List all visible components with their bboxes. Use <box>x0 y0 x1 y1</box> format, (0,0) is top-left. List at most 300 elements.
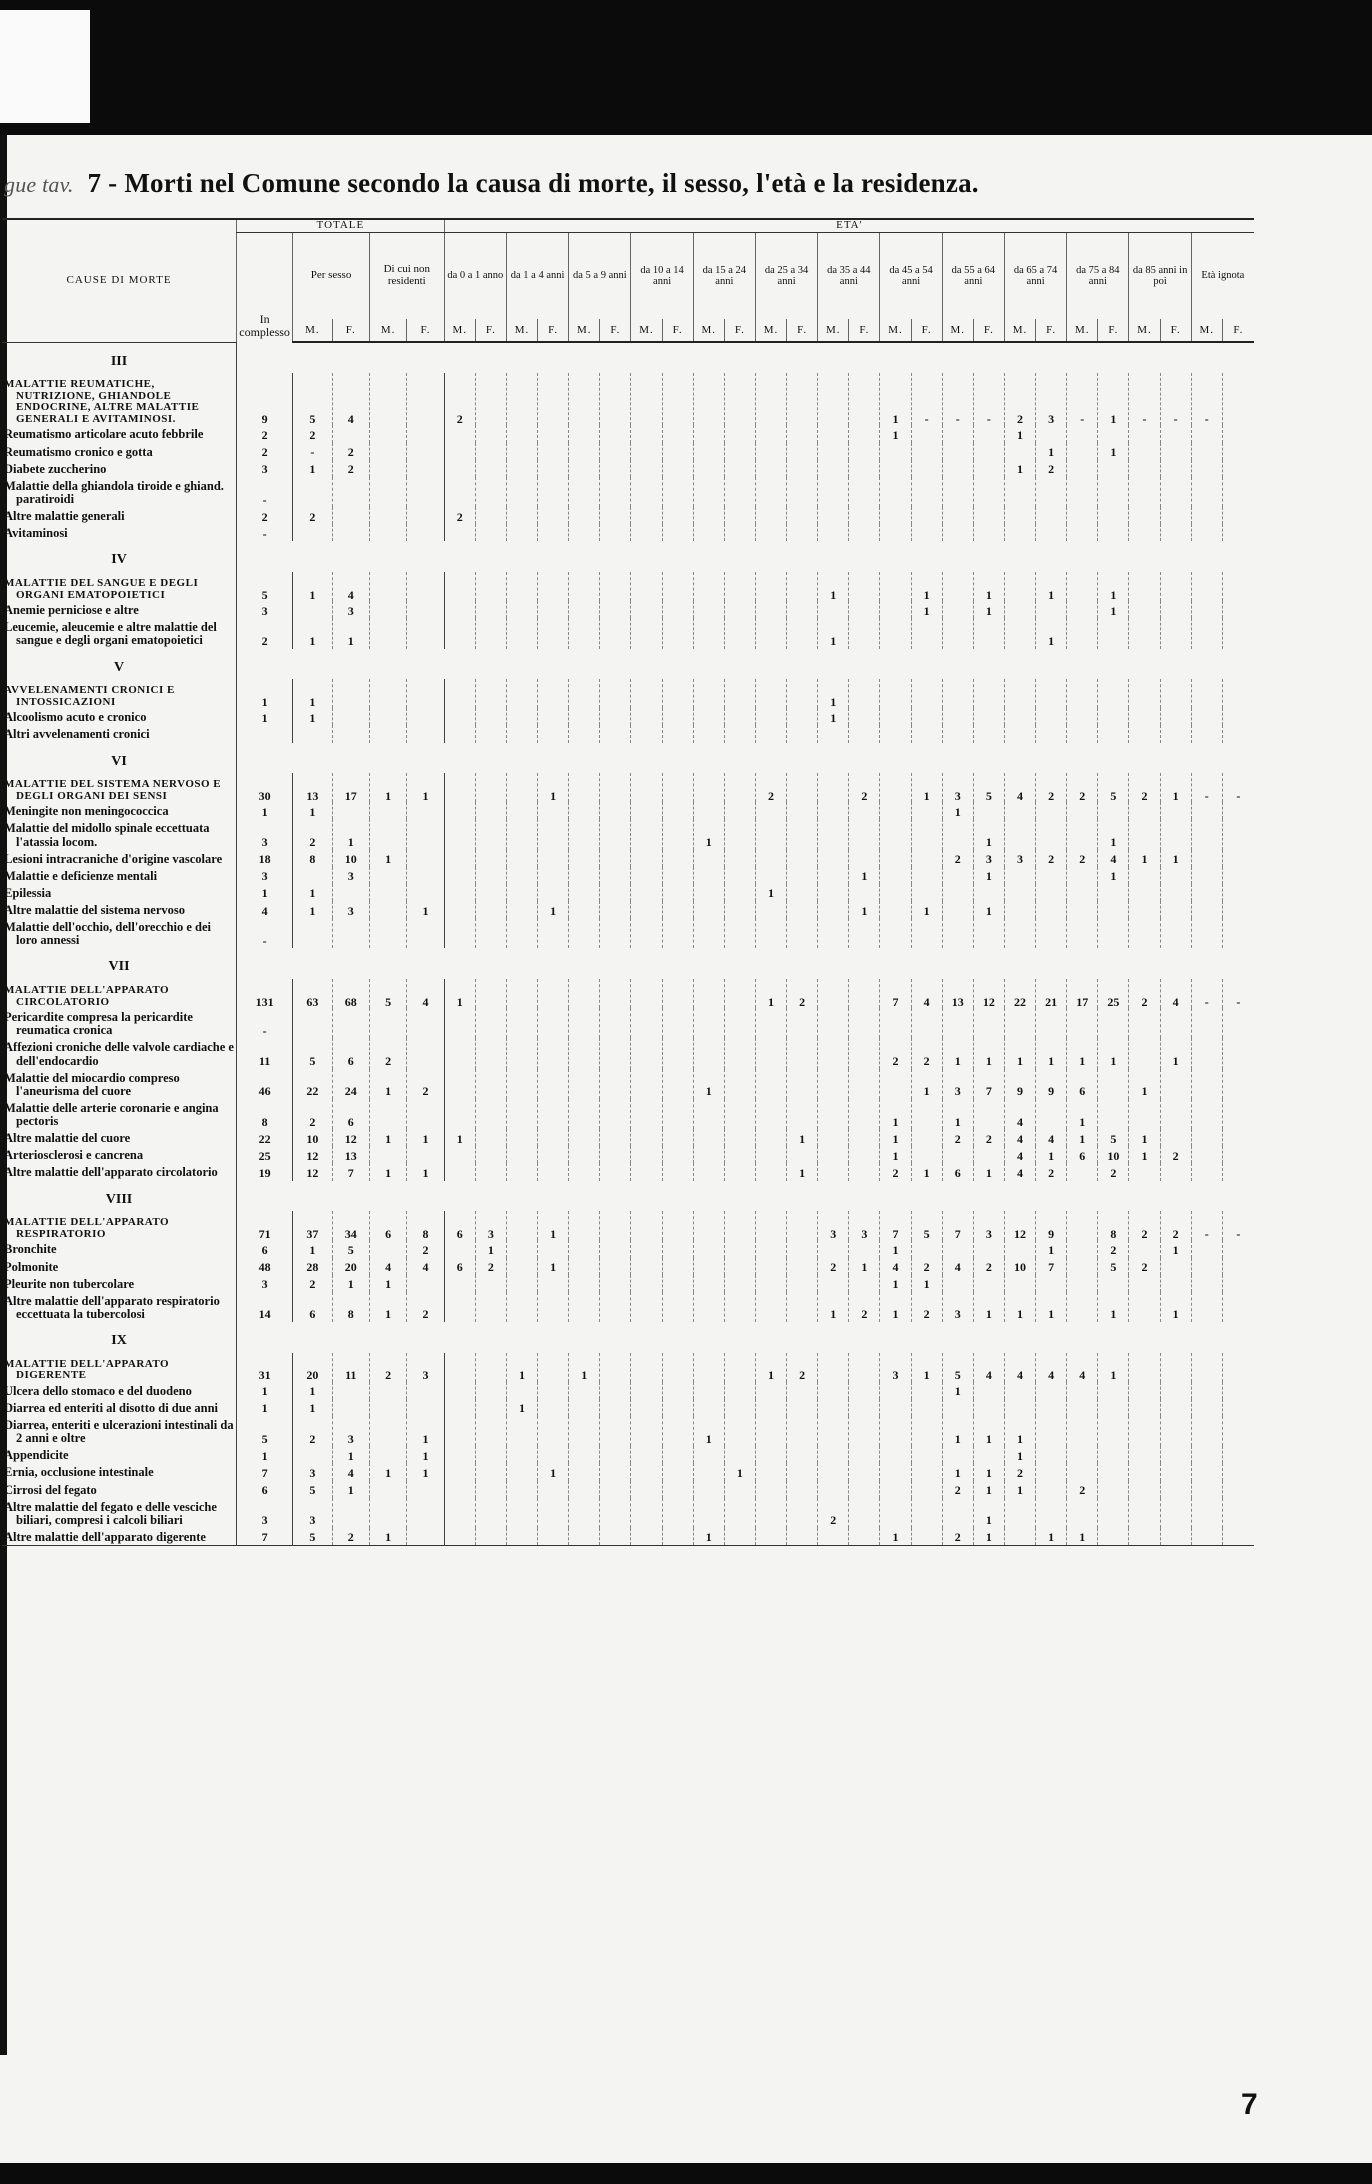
cell-value: 1 <box>973 1163 1004 1180</box>
cell-value <box>407 507 444 524</box>
cause-group-label: MALATTIE DEL SISTEMA NERVOSO E DEGLI ORGANI DEI SENSI <box>4 778 222 802</box>
cell-value <box>818 1146 849 1163</box>
cell-value <box>506 1258 537 1275</box>
cell-value <box>911 708 942 725</box>
cell-value <box>332 477 369 507</box>
bottom-black-border <box>0 2163 1372 2184</box>
cell-value: 1 <box>880 1240 911 1257</box>
cell-value <box>755 819 786 849</box>
cell-value <box>475 601 506 618</box>
cell-value: 1 <box>973 1528 1004 1546</box>
cell-value <box>662 901 693 918</box>
cell-value <box>880 1069 911 1099</box>
cell-value <box>1004 1008 1035 1038</box>
cell-value <box>1098 1446 1129 1463</box>
cell-value <box>332 679 369 708</box>
cell-value <box>818 1463 849 1480</box>
table-row <box>2 1240 1254 1257</box>
cell-value: 1 <box>407 773 444 802</box>
cell-value: 2 <box>1160 1146 1191 1163</box>
cell-value <box>787 918 818 948</box>
cell-value: 6 <box>237 1481 293 1498</box>
cell-value <box>693 1240 724 1257</box>
cell-value <box>787 1463 818 1480</box>
cell-value <box>973 708 1004 725</box>
cell-value <box>662 819 693 849</box>
cell-value: 2 <box>293 1099 332 1129</box>
cell-value <box>631 1069 662 1099</box>
cell-value <box>1004 1382 1035 1399</box>
cell-value: 1 <box>1098 867 1129 884</box>
cell-value: 1 <box>1004 1481 1035 1498</box>
cell-value <box>600 1008 631 1038</box>
cell-value <box>1098 1399 1129 1416</box>
female-col-header: F. <box>1160 319 1191 343</box>
cell-value <box>1067 1416 1098 1446</box>
cell-value <box>293 601 332 618</box>
cell-value <box>1067 725 1098 742</box>
cell-value <box>693 524 724 541</box>
cell-value <box>506 1292 537 1322</box>
cell-value <box>332 1382 369 1399</box>
cell-value <box>818 819 849 849</box>
cell-value <box>506 1528 537 1546</box>
cell-value <box>369 1481 406 1498</box>
cell-value <box>724 1446 755 1463</box>
cell-value <box>1036 1463 1067 1480</box>
cell-value <box>942 918 973 948</box>
cell-value: 1 <box>293 884 332 901</box>
cell-value <box>787 773 818 802</box>
page-title <box>4 168 979 199</box>
cell-value <box>662 708 693 725</box>
cell-value <box>662 725 693 742</box>
cell-value <box>724 918 755 948</box>
cell-value <box>1160 1382 1191 1399</box>
cell-value <box>407 1382 444 1399</box>
cell-value: 1 <box>369 1463 406 1480</box>
cell-value <box>818 601 849 618</box>
cell-value: 2 <box>1098 1240 1129 1257</box>
cell-value <box>724 1498 755 1528</box>
cell-value <box>1160 524 1191 541</box>
cause-label: Malattie del miocardio compreso l'aneurisma del cuore <box>4 1070 180 1098</box>
top-black-border <box>0 0 1372 135</box>
cause-label: Leucemie, aleucemie e altre malattie del sangue e degli organi ematopoietici <box>4 620 217 648</box>
cell-value <box>1036 1099 1067 1129</box>
cell-value <box>818 1481 849 1498</box>
cell-value <box>1036 1481 1067 1498</box>
cell-value <box>1191 867 1222 884</box>
cell-value <box>407 460 444 477</box>
cell-value <box>755 850 786 867</box>
cell-value <box>538 918 569 948</box>
cell-value <box>724 477 755 507</box>
cell-value <box>1160 1353 1191 1382</box>
cell-value <box>755 1275 786 1292</box>
cell-value <box>880 1382 911 1399</box>
cell-value <box>942 477 973 507</box>
cell-value <box>538 1292 569 1322</box>
cell-value <box>880 1416 911 1446</box>
cell-value <box>693 679 724 708</box>
cell-value <box>849 1481 880 1498</box>
cause-group-label: MALATTIE DELL'APPARATO DIGERENTE <box>4 1357 170 1382</box>
cell-value <box>724 460 755 477</box>
cell-value <box>538 1528 569 1546</box>
cell-value <box>973 802 1004 819</box>
cell-value <box>1098 1008 1129 1038</box>
cell-value: 3 <box>237 1275 293 1292</box>
cell-value <box>724 679 755 708</box>
cell-value <box>1191 1129 1222 1146</box>
cell-value: 13 <box>293 773 332 802</box>
cell-value <box>818 524 849 541</box>
cell-value: 1 <box>293 618 332 648</box>
table-row <box>2 901 1254 918</box>
cell-value: 2 <box>1067 1481 1098 1498</box>
cell-value <box>293 1446 332 1463</box>
cell-value: 1 <box>755 979 786 1008</box>
cell-value <box>787 850 818 867</box>
cell-value <box>818 773 849 802</box>
cell-value <box>1222 1416 1254 1446</box>
cell-value: 31 <box>237 1353 293 1382</box>
cell-value <box>849 1399 880 1416</box>
cell-value: 37 <box>293 1211 332 1240</box>
cell-value: 24 <box>332 1069 369 1099</box>
cell-value: 1 <box>693 819 724 849</box>
cell-value <box>407 425 444 442</box>
cell-value <box>755 725 786 742</box>
cell-value <box>662 1146 693 1163</box>
cell-value <box>506 1382 537 1399</box>
cell-value: 2 <box>1129 773 1160 802</box>
cell-value: 1 <box>444 1129 475 1146</box>
cell-value <box>538 1399 569 1416</box>
cell-value: 1 <box>942 1416 973 1446</box>
cell-value <box>1222 1069 1254 1099</box>
cell-value: 11 <box>332 1353 369 1382</box>
cell-value <box>444 524 475 541</box>
cell-value: 1 <box>911 773 942 802</box>
cell-value <box>662 773 693 802</box>
female-col-header: F. <box>1098 319 1129 343</box>
cell-value <box>475 1446 506 1463</box>
cell-value <box>631 708 662 725</box>
cell-value: 1 <box>755 1353 786 1382</box>
cell-value <box>911 1129 942 1146</box>
cell-value <box>475 477 506 507</box>
cell-value: 1 <box>293 1399 332 1416</box>
cause-label: Meningite non meningococcica <box>4 804 169 819</box>
cell-value <box>1067 1008 1098 1038</box>
cell-value <box>973 1240 1004 1257</box>
cause-label: Reumatismo cronico e gotta <box>4 444 153 459</box>
cell-value <box>1129 443 1160 460</box>
cell-value <box>538 725 569 742</box>
cell-value <box>369 1399 406 1416</box>
cell-value <box>369 819 406 849</box>
cell-value <box>818 1163 849 1180</box>
cell-value <box>1222 1292 1254 1322</box>
cell-value <box>569 373 600 425</box>
cell-value: 2 <box>880 1163 911 1180</box>
cell-value <box>1191 1099 1222 1129</box>
cell-value <box>369 867 406 884</box>
cell-value <box>293 524 332 541</box>
cell-value <box>755 1008 786 1038</box>
cause-label: Arteriosclerosi e cancrena <box>4 1148 144 1163</box>
cell-value <box>475 1275 506 1292</box>
mortality-table <box>2 218 1254 1546</box>
cell-value <box>569 425 600 442</box>
cell-value <box>942 708 973 725</box>
cause-label: Diarrea, enteriti e ulcerazioni intestinali da 2 anni e oltre <box>4 1418 234 1446</box>
cell-value <box>1004 1498 1035 1528</box>
cell-value <box>942 1240 973 1257</box>
cell-value <box>911 884 942 901</box>
cell-value <box>332 1399 369 1416</box>
cell-value: 1 <box>1098 373 1129 425</box>
cell-value: 1 <box>369 1292 406 1322</box>
cell-value: - <box>1191 979 1222 1008</box>
cell-value: - <box>293 443 332 460</box>
cell-value <box>569 1099 600 1129</box>
cell-value <box>911 1008 942 1038</box>
cell-value <box>332 425 369 442</box>
cell-value <box>755 460 786 477</box>
cell-value <box>787 1275 818 1292</box>
cell-value <box>724 850 755 867</box>
cell-value <box>942 618 973 648</box>
cell-value <box>444 1069 475 1099</box>
cell-value <box>1004 901 1035 918</box>
cell-value: 1 <box>407 1163 444 1180</box>
cell-value: 1 <box>973 819 1004 849</box>
cell-value <box>1222 901 1254 918</box>
cell-value <box>444 819 475 849</box>
cell-value: 1 <box>942 1463 973 1480</box>
cell-value: 1 <box>1098 1038 1129 1068</box>
cell-value <box>662 1258 693 1275</box>
cell-value <box>293 1008 332 1038</box>
cell-value <box>911 425 942 442</box>
cell-value <box>849 1463 880 1480</box>
cell-value <box>407 918 444 948</box>
cell-value <box>600 618 631 648</box>
cell-value <box>1036 1275 1067 1292</box>
cell-value <box>444 572 475 601</box>
cell-value <box>1067 802 1098 819</box>
cell-value <box>693 1353 724 1382</box>
cell-value: 1 <box>369 850 406 867</box>
scan-corner <box>0 10 90 123</box>
cell-value <box>662 918 693 948</box>
cell-value <box>849 1008 880 1038</box>
cell-value <box>631 1399 662 1416</box>
cell-value <box>818 1069 849 1099</box>
cell-value <box>506 507 537 524</box>
cell-value <box>1160 708 1191 725</box>
cell-value: 1 <box>293 572 332 601</box>
cell-value: 2 <box>942 1481 973 1498</box>
cell-value <box>818 1416 849 1446</box>
cell-value <box>444 1292 475 1322</box>
cell-value <box>538 1240 569 1257</box>
cell-value <box>911 1382 942 1399</box>
cell-value <box>1036 819 1067 849</box>
cell-value: 8 <box>332 1292 369 1322</box>
cell-value: - <box>911 373 942 425</box>
cell-value <box>1036 1008 1067 1038</box>
cell-value <box>662 1129 693 1146</box>
cell-value <box>444 1399 475 1416</box>
cell-value <box>693 373 724 425</box>
cell-value <box>1067 679 1098 708</box>
cell-value <box>818 1353 849 1382</box>
cell-value <box>407 1528 444 1546</box>
page-number: 7 <box>1241 2088 1258 2121</box>
cell-value <box>506 1146 537 1163</box>
cell-value: 12 <box>1004 1211 1035 1240</box>
cell-value: 14 <box>237 1292 293 1322</box>
cell-value: 22 <box>1004 979 1035 1008</box>
cell-value <box>787 1498 818 1528</box>
cell-value <box>569 477 600 507</box>
cell-value <box>1098 1069 1129 1099</box>
cell-value: 1 <box>1129 850 1160 867</box>
cell-value <box>818 918 849 948</box>
cell-value <box>600 1258 631 1275</box>
cell-value <box>1160 679 1191 708</box>
cell-value <box>1191 1038 1222 1068</box>
table-row <box>2 1446 1254 1463</box>
cell-value <box>600 850 631 867</box>
cell-value: 1 <box>407 1416 444 1446</box>
cause-group-label: MALATTIE DEL SANGUE E DEGLI ORGANI EMATOPOIETICI <box>4 577 199 601</box>
cell-value <box>569 1481 600 1498</box>
cell-value <box>600 1099 631 1129</box>
cell-value: 1 <box>787 1129 818 1146</box>
cell-value: 1 <box>1129 1069 1160 1099</box>
title-prefix: gue tav. <box>4 172 74 197</box>
cell-value <box>407 524 444 541</box>
cell-value: 1 <box>818 572 849 601</box>
cell-value <box>849 1069 880 1099</box>
cell-value <box>475 425 506 442</box>
cell-value: 4 <box>407 1258 444 1275</box>
cell-value <box>1067 708 1098 725</box>
cell-value: 1 <box>237 679 293 708</box>
cause-label: Epilessia <box>4 885 52 900</box>
cause-group-label: MALATTIE DELL'APPARATO RESPIRATORIO <box>4 1216 170 1240</box>
cell-value <box>755 1146 786 1163</box>
cell-value <box>1067 477 1098 507</box>
cell-value <box>600 373 631 425</box>
cell-value <box>631 1498 662 1528</box>
cell-value <box>662 373 693 425</box>
cell-value: 1 <box>369 1069 406 1099</box>
cell-value <box>569 1498 600 1528</box>
cell-value <box>1129 1481 1160 1498</box>
cell-value <box>538 572 569 601</box>
cell-value <box>600 1211 631 1240</box>
cell-value <box>818 1129 849 1146</box>
cell-value <box>849 572 880 601</box>
cell-value <box>506 979 537 1008</box>
cell-value <box>662 850 693 867</box>
cell-value <box>538 1416 569 1446</box>
cell-value <box>444 1353 475 1382</box>
cell-value <box>818 725 849 742</box>
cell-value <box>662 460 693 477</box>
cell-value <box>1036 708 1067 725</box>
cell-value: 5 <box>1098 773 1129 802</box>
cell-value <box>631 850 662 867</box>
cell-value: 1 <box>942 1382 973 1399</box>
male-col-header: M. <box>569 319 600 343</box>
cell-value <box>506 725 537 742</box>
cell-value <box>693 708 724 725</box>
cell-value <box>631 1275 662 1292</box>
cell-value <box>538 1498 569 1528</box>
cell-value <box>407 884 444 901</box>
cell-value <box>662 979 693 1008</box>
cell-value <box>631 1528 662 1546</box>
cell-value <box>475 1353 506 1382</box>
table-row <box>2 1463 1254 1480</box>
table-row <box>2 1292 1254 1322</box>
cell-value: - <box>1222 773 1254 802</box>
cell-value <box>755 1416 786 1446</box>
cell-value <box>849 1498 880 1528</box>
cell-value <box>569 725 600 742</box>
cell-value <box>911 1463 942 1480</box>
cell-value <box>693 773 724 802</box>
cell-value <box>506 708 537 725</box>
cell-value <box>1222 460 1254 477</box>
cell-value <box>693 867 724 884</box>
cell-value: 46 <box>237 1069 293 1099</box>
cell-value <box>755 1463 786 1480</box>
cell-value: 8 <box>407 1211 444 1240</box>
cell-value <box>724 1211 755 1240</box>
cell-value <box>538 979 569 1008</box>
cell-value: 1 <box>693 1416 724 1446</box>
cell-value: 2 <box>293 507 332 524</box>
cell-value <box>631 1240 662 1257</box>
cell-value <box>1067 918 1098 948</box>
cell-value <box>475 725 506 742</box>
cell-value <box>1067 1163 1098 1180</box>
male-col-header: M. <box>818 319 849 343</box>
cell-value <box>569 1399 600 1416</box>
cell-value: 2 <box>293 1416 332 1446</box>
cell-value <box>787 708 818 725</box>
cell-value: 10 <box>1098 1146 1129 1163</box>
cell-value <box>506 850 537 867</box>
cell-value <box>724 1038 755 1068</box>
cell-value <box>631 918 662 948</box>
cell-value <box>444 850 475 867</box>
cell-value <box>787 725 818 742</box>
cell-value: 6 <box>293 1292 332 1322</box>
cell-value <box>818 850 849 867</box>
cell-value: 1 <box>332 618 369 648</box>
cell-value <box>1222 425 1254 442</box>
cell-value: 1 <box>1098 572 1129 601</box>
